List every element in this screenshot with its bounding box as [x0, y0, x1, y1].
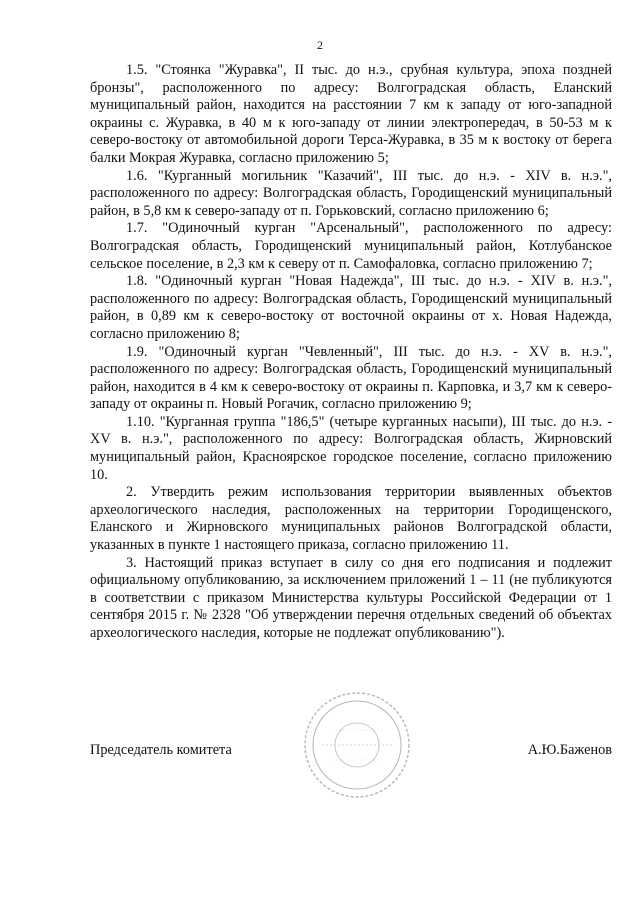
paragraph-1-7: 1.7. "Одиночный курган "Арсенальный", расположенного по адресу: Волгоградская область, Городищенский муниципальный район, Котлубанское сельское поселение, в 2,3 км к северу от п. Самофаловка, согласно приложению 7; — [90, 220, 612, 272]
page-number: 2 — [317, 38, 323, 52]
paragraph-1-8: 1.8. "Одиночный курган "Новая Надежда", III тыс. до н.э. - XIV в. н.э.", расположенного по адресу: Волгоградская область, Городищенский муниципальный район, в 0,89 км к северо-востоку от восточной окраины от х. Новая Надежда, согласно приложению 8; — [90, 273, 612, 342]
paragraph-1-10: 1.10. "Курганная группа "186,5" (четыре курганных насыпи), III тыс. до н.э. - XV в. н.э.", расположенного по адресу: Волгоградская область, Жирновский муниципальный район, Красноярское городское поселение, согласно приложению 10. — [90, 413, 612, 483]
paragraph-1-6: 1.6. "Курганный могильник "Казачий", III тыс. до н.э. - XIV в. н.э.", расположенного по адресу: Волгоградская область, Городищенский муниципальный район, в 5,8 км к северо-западу от п. Горьковский, согласно приложению 6; — [90, 167, 612, 219]
paragraph-2: 2. Утвердить режим использования территории выявленных объектов археологического наследия, расположенных на территории Городищенского, Еланского и Жирновского муниципальных районов Волгоградской области, указанных в пункте 1 настоящего приказа, согласно приложению 11. — [90, 484, 612, 554]
paragraph-3: 3. Настоящий приказ вступает в силу со дня его подписания и подлежит официальному опубликованию, за исключением приложений 1 – 11 (не публикуются в соответствии с приказом Министерства культуры Российской Федерации от 1 сентября 2015 г. № 2328 "Об утверждении перечня отдельных сведений об объектах археологического наследия, которые не подлежат опубликованию"). — [90, 554, 612, 641]
document-body — [90, 62, 612, 643]
paragraph-1-9: 1.9. "Одиночный курган "Чевленный", III тыс. до н.э. - XV в. н.э.", расположенного по адресу: Волгоградская область, Городищенский муниципальный район, находится в 4 км к северо-востоку от окраины п. Карповка, и 3,7 км к северо-западу от окраины п. Новый Рогачик, согласно приложению 9; — [90, 343, 612, 413]
official-stamp — [302, 690, 412, 800]
signatory-name: А.Ю.Баженов — [527, 742, 612, 758]
paragraph-1-5: 1.5. "Стоянка "Журавка", II тыс. до н.э., срубная культура, эпоха поздней бронзы", расположенного по адресу: Волгоградская область, Еланский муниципальный район, находится на расстоянии 7 км к западу от юго-западной окраины с. Журавка, в 40 м к юго-западу от линии электропередач, в 50-53 м к северо-востоку от автомобильной дороги Терса-Журавка, в 35 м к востоку от берега балки Мокрая Журавка, согласно приложению 5; — [90, 62, 612, 166]
signatory-position: Председатель комитета — [90, 742, 232, 758]
